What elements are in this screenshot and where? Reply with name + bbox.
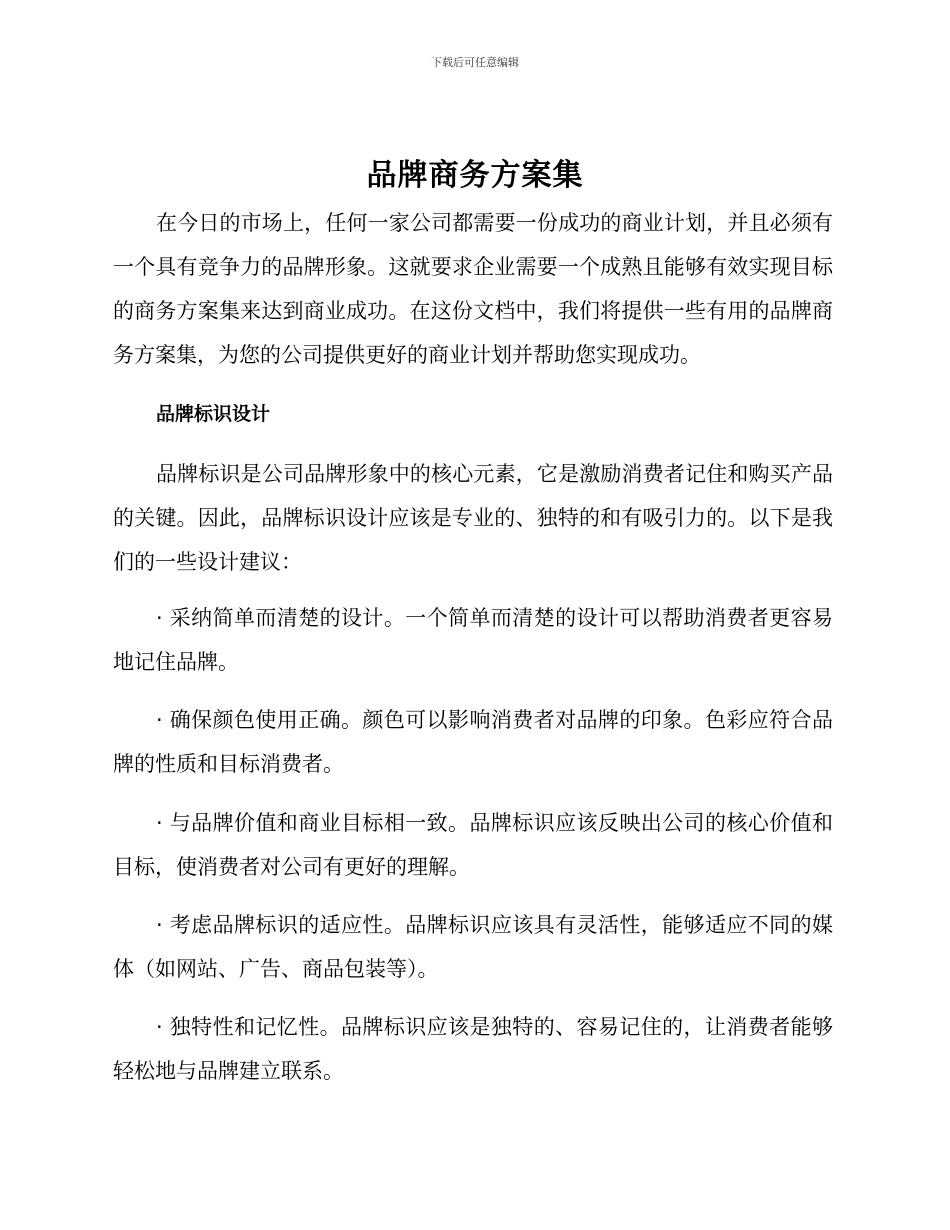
- document-title: 品牌商务方案集: [366, 158, 584, 193]
- bullet-item: · 采纳简单而清楚的设计。一个简单而清楚的设计可以帮助消费者更容易地记住品牌。: [113, 606, 833, 674]
- section-heading: 品牌标识设计: [156, 403, 271, 425]
- section-intro-paragraph: 品牌标识是公司品牌形象中的核心元素，它是激励消费者记住和购买产品的关键。因此，品牌标识设计应该是专业的、独特的和有吸引力的。以下是我们的一些设计建议：: [113, 462, 833, 574]
- intro-paragraph: 在今日的市场上，任何一家公司都需要一份成功的商业计划，并且必须有一个具有竞争力的品牌形象。这就要求企业需要一个成熟且能够有效实现目标的商务方案集来达到商业成功。在这份文档中，我们将提供一些有用的品牌商务方案集，为您的公司提供更好的商业计划并帮助您实现成功。: [113, 211, 833, 367]
- page-header-note: 下载后可任意编辑: [431, 56, 519, 69]
- bullet-item: · 考虑品牌标识的适应性。品牌标识应该具有灵活性，能够适应不同的媒体（如网站、广告、商品包装等）。: [113, 913, 833, 981]
- bullet-item: · 与品牌价值和商业目标相一致。品牌标识应该反映出公司的核心价值和目标，使消费者对公司有更好的理解。: [113, 811, 833, 879]
- bullet-item: · 独特性和记忆性。品牌标识应该是独特的、容易记住的，让消费者能够轻松地与品牌建立联系。: [113, 1015, 833, 1083]
- bullet-item: · 确保颜色使用正确。颜色可以影响消费者对品牌的印象。色彩应符合品牌的性质和目标消费者。: [113, 708, 833, 776]
